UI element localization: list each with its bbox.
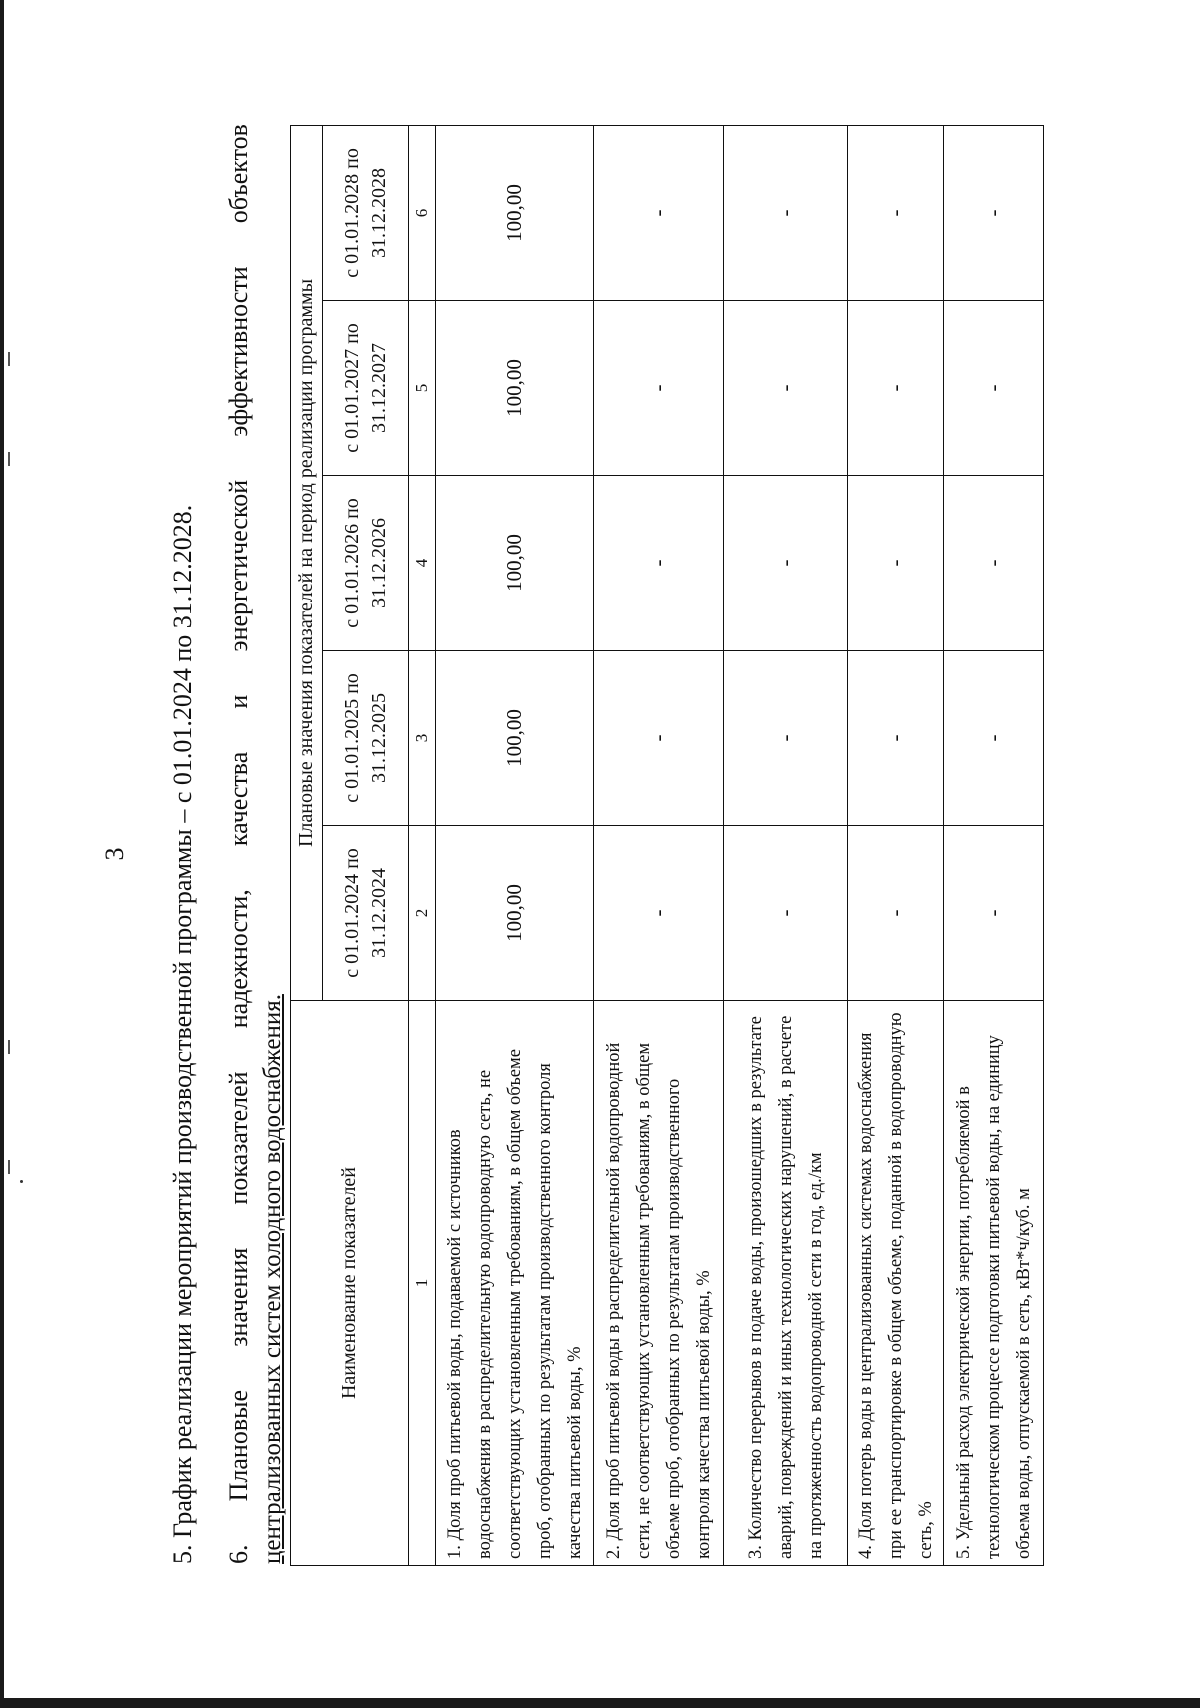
indicator-value-cell: - xyxy=(848,301,944,476)
column-number: 2 xyxy=(409,826,436,1001)
indicator-value-cell: - xyxy=(944,651,1044,826)
section-6-heading-word: показателей xyxy=(224,1071,253,1205)
header-period-5: с 01.01.2028 по 31.12.2028 xyxy=(323,125,409,300)
table-row xyxy=(594,125,724,1565)
section-6-heading-line1 xyxy=(222,124,256,1564)
header-period-2: с 01.01.2025 по 31.12.2025 xyxy=(323,651,409,826)
indicator-value-cell: 100,00 xyxy=(436,476,594,651)
scan-edge-bottom xyxy=(0,1698,1200,1708)
section-6-heading-word: Плановые xyxy=(224,1389,253,1502)
section-6-heading-word: надежности, xyxy=(224,889,253,1029)
section-5-heading: 5. График реализации мероприятий производственной программы – с 01.01.2024 по 31.12.2028. xyxy=(168,504,197,1564)
indicator-value-cell: 100,00 xyxy=(436,651,594,826)
section-6-heading-line2: централизованных систем холодного водоснабжения. xyxy=(259,994,286,1564)
indicator-value-cell: - xyxy=(594,125,724,300)
indicator-name-cell: 4. Доля потерь воды в централизованных системах водоснабжения при ее транспортировке в общем объеме, поданной в водопроводную сеть, % xyxy=(848,1001,944,1566)
indicator-value-cell: - xyxy=(944,125,1044,300)
table-row xyxy=(436,125,594,1565)
indicator-value-cell: - xyxy=(724,301,848,476)
section-6-heading-word: эффективности xyxy=(224,266,253,437)
indicator-value-cell: - xyxy=(594,476,724,651)
indicator-value-cell: 100,00 xyxy=(436,826,594,1001)
rotated-page xyxy=(0,74,1200,1634)
column-number: 5 xyxy=(409,301,436,476)
table-row xyxy=(944,125,1044,1565)
indicators-table xyxy=(290,125,1044,1566)
section-6-heading-word: энергетической xyxy=(224,479,253,652)
indicator-value-cell: - xyxy=(848,651,944,826)
page-number: 3 xyxy=(100,847,129,861)
indicator-value-cell: - xyxy=(944,476,1044,651)
indicator-value-cell: - xyxy=(724,826,848,1001)
section-6-heading-word: значения xyxy=(224,1247,253,1347)
section-6-heading-word: 6. xyxy=(224,1544,253,1564)
indicator-value-cell: - xyxy=(594,651,724,826)
indicator-name-cell: 5. Удельный расход электрической энергии, потребляемой в технологическом процессе подготовки питьевой воды, на единицу объема воды, отпускаемой в сеть, кВт*ч/куб. м xyxy=(944,1001,1044,1566)
column-number: 3 xyxy=(409,651,436,826)
header-indicator-name: Наименование показателей xyxy=(291,1001,409,1566)
header-period-1: с 01.01.2024 по 31.12.2024 xyxy=(323,826,409,1001)
indicator-value-cell: - xyxy=(848,826,944,1001)
section-6-heading-word: качества xyxy=(224,751,253,847)
indicator-value-cell: 100,00 xyxy=(436,301,594,476)
column-number: 1 xyxy=(409,1001,436,1566)
column-number: 6 xyxy=(409,125,436,300)
section-6-heading-word: и xyxy=(224,694,253,709)
indicator-name-cell: 3. Количество перерывов в подаче воды, произошедших в результате аварий, повреждений и иных технологических нарушений, в расчете на протяженность водопроводной сети в год, ед./км xyxy=(724,1001,848,1566)
indicator-name-cell: 2. Доля проб питьевой воды в распределительной водопроводной сети, не соответствующих установленным требованиям, в общем объеме проб, отобранных по результатам производственного контроля качества питьевой воды, % xyxy=(594,1001,724,1566)
indicator-name-cell: 1. Доля проб питьевой воды, подаваемой с источников водоснабжения в распределительную водопроводную сеть, не соответствующих установленным требованиям, в общем объеме проб, отобранных по результатам производственного контроля качества питьевой воды, % xyxy=(436,1001,594,1566)
indicator-value-cell: - xyxy=(594,301,724,476)
indicator-value-cell: - xyxy=(724,651,848,826)
header-period-group: Плановые значения показателей на период реализации программы xyxy=(291,125,323,1000)
indicator-value-cell: - xyxy=(944,826,1044,1001)
column-number: 4 xyxy=(409,476,436,651)
header-period-3: с 01.01.2026 по 31.12.2026 xyxy=(323,476,409,651)
table-row xyxy=(848,125,944,1565)
indicator-value-cell: - xyxy=(724,125,848,300)
section-6-heading xyxy=(222,124,290,1564)
indicator-value-cell: 100,00 xyxy=(436,125,594,300)
indicator-value-cell: - xyxy=(848,476,944,651)
indicator-value-cell: - xyxy=(594,826,724,1001)
table-row xyxy=(724,125,848,1565)
section-6-heading-word: объектов xyxy=(224,124,253,224)
indicator-value-cell: - xyxy=(944,301,1044,476)
header-period-4: с 01.01.2027 по 31.12.2027 xyxy=(323,301,409,476)
indicator-value-cell: - xyxy=(848,125,944,300)
indicator-value-cell: - xyxy=(724,476,848,651)
